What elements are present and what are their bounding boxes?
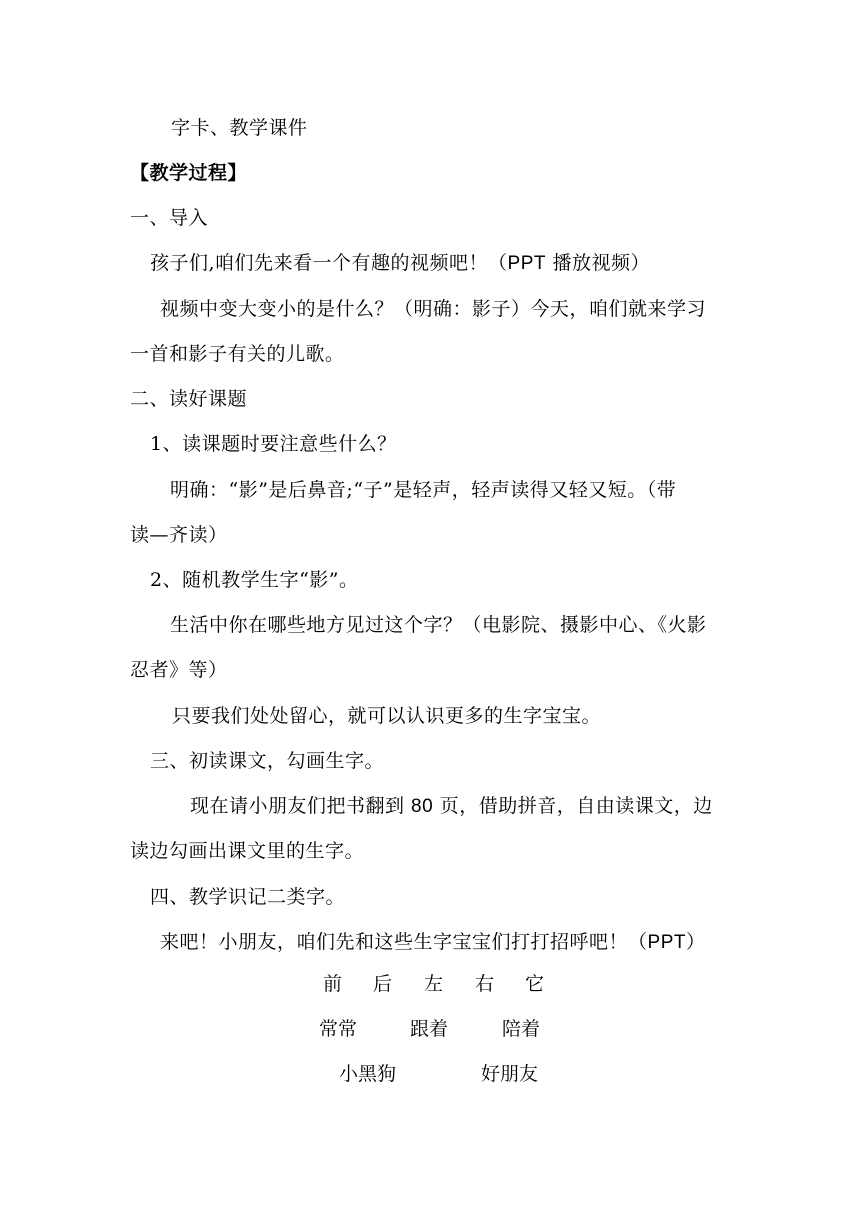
section-2-item-2-question-line-2: 忍者》等） xyxy=(130,659,228,681)
page-number: 80 xyxy=(411,796,434,817)
section-4-paragraph-b: ） xyxy=(685,931,706,953)
section-4-paragraph xyxy=(160,929,705,956)
character-card: 后 xyxy=(373,973,393,995)
character-card: 右 xyxy=(475,973,495,995)
section-1-paragraph-2-line-2: 一首和影子有关的儿歌。 xyxy=(130,343,345,365)
character-card: 它 xyxy=(525,973,545,995)
word-card: 好朋友 xyxy=(481,1063,539,1085)
word-card: 小黑狗 xyxy=(339,1063,397,1085)
section-3-paragraph-line-1-a: 现在请小朋友们把书翻到 xyxy=(190,795,412,817)
section-2-item-1-answer-line-2: 读—齐读） xyxy=(130,524,228,546)
character-card: 左 xyxy=(424,973,444,995)
section-2-item-2-question-line-1: 生活中你在哪些地方见过这个字？（电影院、摄影中心、《火影 xyxy=(170,614,707,636)
section-4-paragraph-a: 来吧！小朋友，咱们先和这些生字宝宝们打打招呼吧！（ xyxy=(160,931,648,953)
section-2-heading: 二、读好课题 xyxy=(130,388,248,410)
section-1-paragraph-1-b: 播放视频） xyxy=(546,252,651,274)
section-3-paragraph-line-1 xyxy=(190,793,713,820)
process-heading: 【教学过程】 xyxy=(130,162,248,184)
section-2-item-1-answer-line-1: 明确：“影”是后鼻音;“子”是轻声，轻声读得又轻又短。（带 xyxy=(170,479,677,501)
word-card: 跟着 xyxy=(410,1018,449,1040)
ppt-label-2: PPT xyxy=(647,932,686,953)
section-2-item-2-note: 只要我们处处留心，就可以认识更多的生字宝宝。 xyxy=(172,705,602,727)
section-3-paragraph-line-1-b: 页，借助拼音，自由读课文，边 xyxy=(433,795,713,817)
section-1-heading: 一、导入 xyxy=(130,207,209,229)
section-3-heading: 三、初读课文，勾画生字。 xyxy=(150,750,385,772)
section-1-paragraph-1 xyxy=(150,250,650,277)
word-card: 陪着 xyxy=(502,1018,541,1040)
character-card: 前 xyxy=(323,973,343,995)
word-card: 常常 xyxy=(319,1018,358,1040)
materials-line: 字卡、教学课件 xyxy=(171,117,308,139)
section-1-paragraph-2-line-1: 视频中变大变小的是什么？（明确：影子）今天，咱们就来学习 xyxy=(160,298,707,320)
ppt-label: PPT xyxy=(507,253,546,274)
section-3-paragraph-line-2: 读边勾画出课文里的生字。 xyxy=(130,840,365,862)
section-2-item-1: 1、读课题时要注意些什么？ xyxy=(150,433,397,455)
section-1-paragraph-1-a: 孩子们,咱们先来看一个有趣的视频吧！（ xyxy=(150,252,508,274)
section-2-item-2: 2、随机教学生字“影”。 xyxy=(150,569,359,591)
section-4-heading: 四、教学识记二类字。 xyxy=(150,886,346,908)
